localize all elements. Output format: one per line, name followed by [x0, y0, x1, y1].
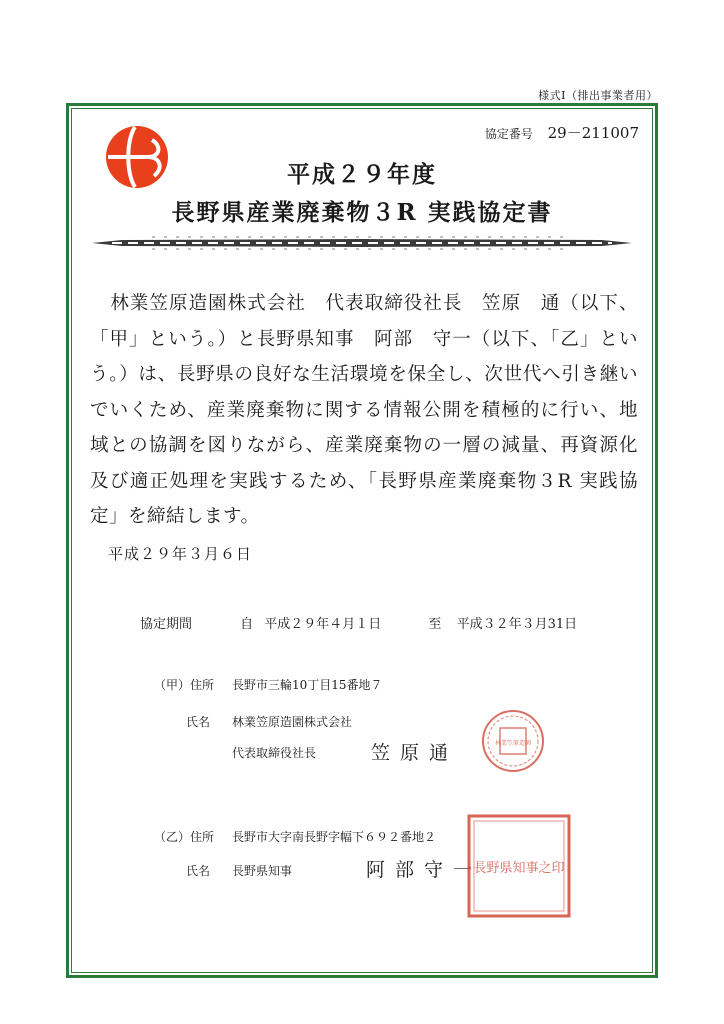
- agreement-number: [485, 122, 639, 143]
- period-to-label: 至: [428, 617, 442, 632]
- form-label: 様式Ⅰ（排出事業者用）: [538, 89, 658, 102]
- period-label: 協定期間: [140, 617, 193, 632]
- period-from-date: 平成２９年４月１日: [264, 617, 382, 632]
- party-a-name-label: 氏名: [185, 715, 210, 729]
- party-a-address-row: [154, 676, 383, 693]
- party-a-name-row: [154, 713, 352, 730]
- agreement-number-label: 協定番号: [484, 127, 533, 141]
- party-b-address-label: （乙）住所: [154, 830, 215, 844]
- agreement-body: 林業笠原造園株式会社 代表取締役社長 笠原 通（以下、「甲」という。）と長野県知事 阿部 守一（以下、「乙」という。）は、長野県の良好な生活環境を保全し、次世代へ引き継いでいくため、産業廃棄物に関する情報公開を積極的に行い、地域との協調を図りながら、産業廃棄物の一層の減量、再資源化及び適正処理を実践するため、「長野県産業廃棄物３R 実践協定」を締結します。: [90, 293, 638, 527]
- period-from-label: 自: [240, 617, 254, 632]
- party-a-company: 林業笠原造園株式会社: [232, 715, 353, 729]
- agreement-number-value: 29－211007: [547, 124, 639, 142]
- document-title-year: 平成２９年度: [287, 161, 437, 188]
- party-b-name-label: 氏名: [185, 864, 210, 878]
- party-a-title: 代表取締役社長: [232, 746, 317, 760]
- party-a-address: 長野市三輪10丁目15番地７: [232, 678, 383, 692]
- party-b-title: 長野県知事: [232, 864, 293, 878]
- party-b-address: 長野市大字南長野字幅下６９２番地２: [232, 830, 437, 844]
- party-a-address-label: （甲）住所: [154, 678, 215, 692]
- governor-seal-icon: [465, 812, 573, 920]
- document-title: 長野県産業廃棄物３R 実践協定書: [171, 199, 553, 226]
- company-seal-text: 林業笠原造園: [494, 740, 532, 747]
- period-to-date: 平成３２年３月31日: [456, 617, 578, 632]
- governor-seal-text: 長野県知事之印: [473, 861, 565, 876]
- party-a-signature: 笠原通: [371, 742, 459, 764]
- decorative-divider: [92, 236, 632, 250]
- party-b-signature: 阿部守一: [366, 859, 483, 881]
- party-b-name-row: [154, 862, 292, 879]
- agreement-period: [140, 613, 577, 632]
- signing-date: 平成２９年３月６日: [108, 545, 253, 563]
- company-seal-icon: [480, 708, 546, 774]
- party-b-address-row: [154, 828, 436, 845]
